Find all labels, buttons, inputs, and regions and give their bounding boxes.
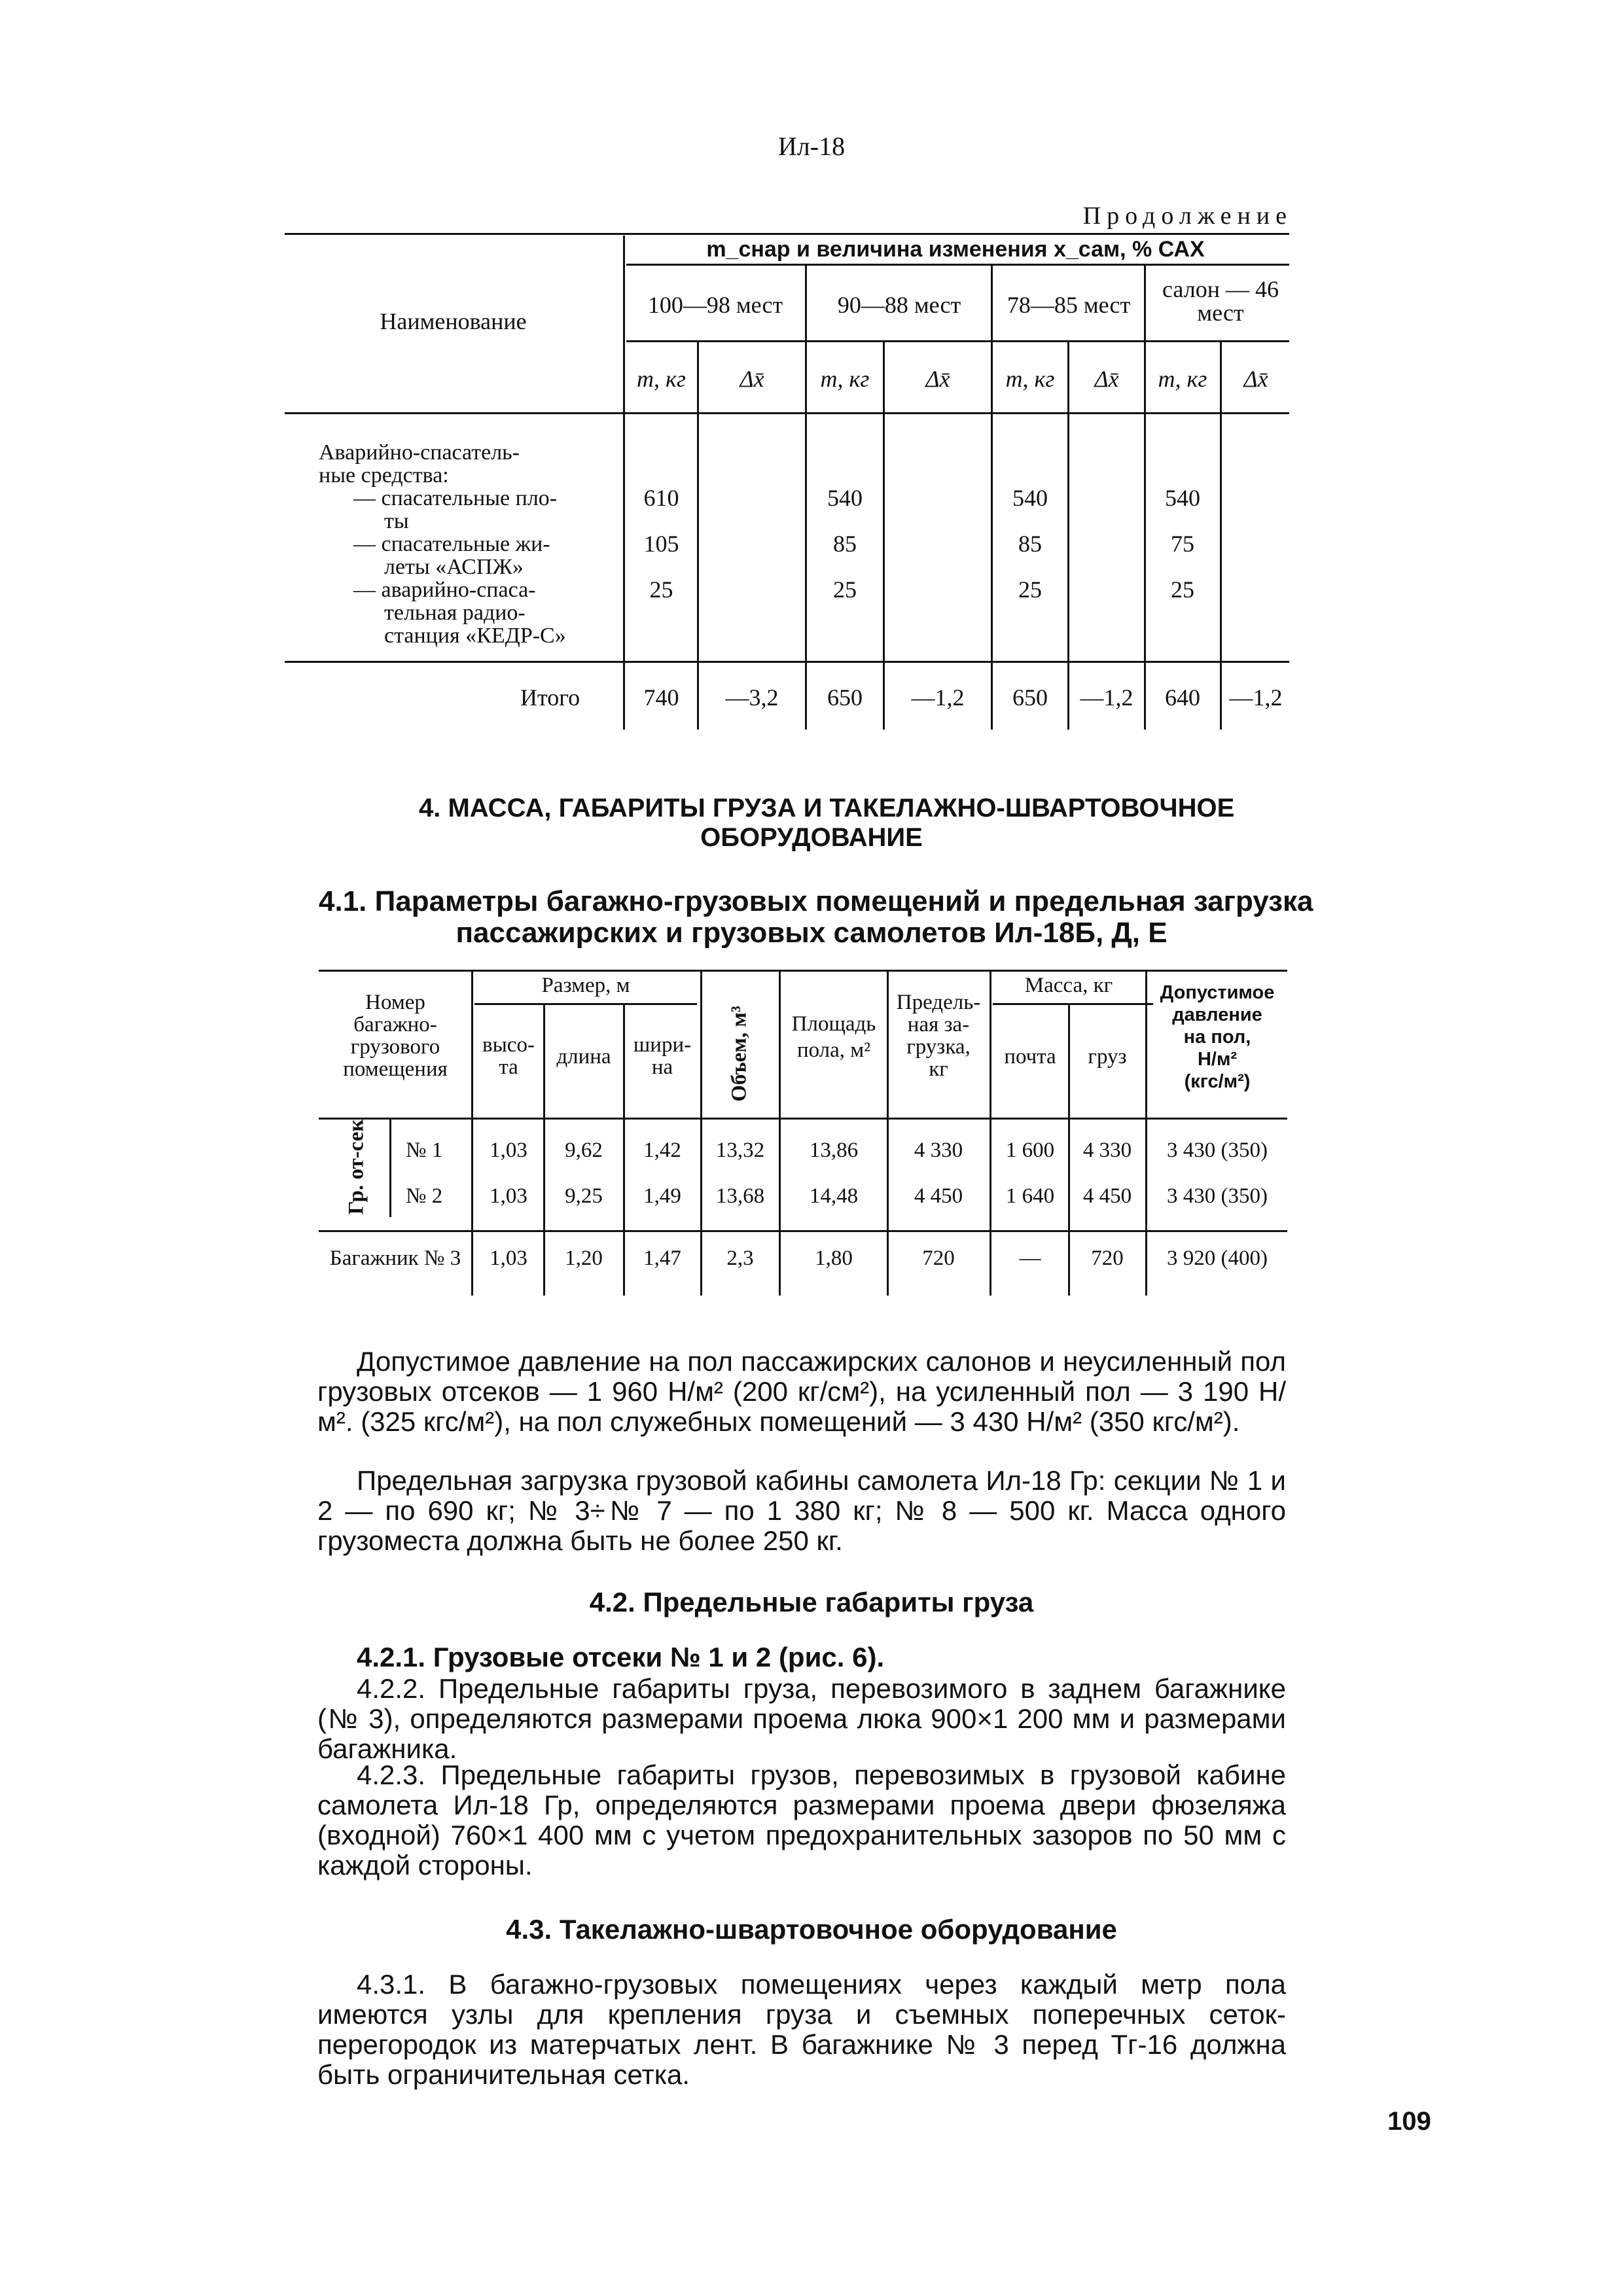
sub-dx-1: Δx̄	[740, 366, 764, 392]
cell-volume: 13,32	[715, 1139, 765, 1162]
total-dx-3: —1,2	[1080, 684, 1133, 711]
row2-name-line-1: — спасательные жи-	[353, 532, 550, 556]
cell-limit: 4 450	[914, 1184, 963, 1208]
cell-volume: 2,3	[726, 1246, 754, 1270]
section-title-line-2: ОБОРУДОВАНИЕ	[700, 823, 923, 852]
col-limit: Предель- ная за- грузка, кг	[896, 991, 981, 1081]
row2-name-line-2: леты «АСПЖ»	[384, 555, 524, 579]
cell-mail: 1 600	[1005, 1139, 1055, 1162]
sub-m-3: m, кг	[1005, 366, 1055, 392]
cell-width: 1,47	[643, 1246, 681, 1270]
section-title-line-1: 4. МАССА, ГАБАРИТЫ ГРУЗА И ТАКЕЛАЖНО-ШВАРТОВОЧНОЕ	[419, 794, 1235, 822]
col-volume: Объем, м³	[727, 1006, 751, 1102]
row2-m-3: 85	[1018, 531, 1042, 557]
sub-dx-3: Δx̄	[1094, 366, 1119, 392]
col-header-group: m_снар и величина изменения x_сам, % САХ	[706, 237, 1205, 262]
row2-m-2: 85	[833, 531, 857, 557]
sub-dx-2: Δx̄	[925, 366, 950, 392]
row2-m-4: 75	[1171, 531, 1194, 557]
cell-pressure: 3 920 (400)	[1167, 1246, 1268, 1270]
subsection-41-line-1: 4.1. Параметры багажно-грузовых помещений и предельная загрузка	[319, 885, 1313, 917]
section-title-line-2: ные средства:	[319, 463, 449, 487]
row1-m-3: 540	[1012, 485, 1048, 511]
paragraph-421: 4.2.1. Грузовые отсеки № 1 и 2 (рис. 6).	[357, 1642, 885, 1672]
col-mail: почта	[1004, 1045, 1056, 1069]
col-mass: Масса, кг	[1024, 974, 1113, 997]
cell-pressure: 3 430 (350)	[1167, 1184, 1268, 1208]
col-size: Размер, м	[541, 974, 630, 997]
row1-m-4: 540	[1165, 485, 1200, 511]
col-area: Площадь пола, м²	[791, 1012, 876, 1062]
col-height: высо- та	[482, 1033, 535, 1079]
row1-name-line-2: ты	[384, 509, 409, 533]
row3-name-line-1: — аварийно-спаса-	[353, 578, 536, 602]
total-m-4: 640	[1165, 684, 1200, 711]
cell-area: 14,48	[809, 1184, 859, 1208]
paragraph-422: 4.2.2. Предельные габариты груза, перевозимого в заднем багажнике (№ 3), определяются размерами проема люка 900×1 200 мм и размерами багажника.	[317, 1673, 1286, 1764]
row-label: Багажник № 3	[329, 1246, 461, 1270]
row-label: № 2	[406, 1184, 443, 1208]
total-dx-4: —1,2	[1229, 684, 1283, 711]
row3-name-line-3: станция «КЕДР-С»	[384, 624, 566, 648]
col-pressure: Допустимое давление на пол, Н/м² (кгс/м²)	[1160, 982, 1275, 1092]
cell-mail: —	[1019, 1246, 1041, 1270]
col-width: шири- на	[633, 1033, 692, 1079]
cell-length: 9,62	[565, 1139, 603, 1162]
cell-volume: 13,68	[715, 1184, 765, 1208]
paragraph-431: 4.3.1. В багажно-грузовых помещениях через каждый метр пола имеются узлы для крепления груза и съемных поперечных сеток-перегородок из матерчатых лент. В багажнике № 3 перед Тг-16 должна быть ограничительная сетка.	[317, 1969, 1286, 2090]
sub-m-4: m, кг	[1158, 366, 1207, 392]
row3-m-3: 25	[1018, 576, 1042, 603]
cell-cargo: 4 450	[1082, 1184, 1132, 1208]
row1-m-1: 610	[643, 485, 679, 511]
row1-m-2: 540	[827, 485, 863, 511]
total-dx-1: —3,2	[725, 684, 779, 711]
cell-area: 13,86	[809, 1139, 859, 1162]
row3-m-4: 25	[1171, 576, 1194, 603]
group-header-4: салон — 46 мест	[1162, 276, 1279, 326]
page-number: 109	[1387, 2107, 1431, 2136]
sub-m-2: m, кг	[820, 366, 870, 392]
sub-m-1: m, кг	[637, 366, 686, 392]
row1-name-line-1: — спасательные пло-	[353, 486, 558, 510]
subsection-43-title: 4.3. Такелажно-швартовочное оборудование	[506, 1914, 1117, 1945]
col-length: длина	[556, 1045, 611, 1069]
cell-height: 1,03	[490, 1139, 527, 1162]
cell-height: 1,03	[490, 1184, 527, 1208]
cell-cargo: 720	[1091, 1246, 1124, 1270]
subsection-41-line-2: пассажирских и грузовых самолетов Ил-18Б, Д, Е	[455, 917, 1168, 949]
cell-pressure: 3 430 (350)	[1167, 1139, 1268, 1162]
cell-limit: 720	[922, 1246, 955, 1270]
continuation-label: Продолжение	[1082, 202, 1293, 230]
row-label: № 1	[406, 1139, 443, 1162]
cell-width: 1,49	[643, 1184, 681, 1208]
cell-width: 1,42	[643, 1139, 681, 1162]
row3-name-line-2: тельная радио-	[384, 601, 526, 625]
row2-m-1: 105	[643, 531, 679, 557]
row3-m-2: 25	[833, 576, 857, 603]
cell-cargo: 4 330	[1082, 1139, 1132, 1162]
col-header-name: Наименование	[380, 308, 527, 334]
group-label: Гр. от-сек	[344, 1119, 368, 1215]
row3-m-1: 25	[649, 576, 673, 603]
section-title-line-1: Аварийно-спасатель-	[319, 440, 520, 465]
paragraph-load-limit: Предельная загрузка грузовой кабины самолета Ил-18 Гр: секции № 1 и 2 — по 690 кг; № 3÷№ 7 — по 1 380 кг; № 8 — 500 кг. Масса одного грузоместа должна быть не более 250 кг.	[317, 1465, 1286, 1556]
subsection-42-title: 4.2. Предельные габариты груза	[589, 1587, 1034, 1617]
total-m-3: 650	[1012, 684, 1048, 711]
running-head: Ил-18	[777, 132, 846, 161]
group-header-1: 100—98 мест	[647, 292, 783, 318]
cell-area: 1,80	[815, 1246, 853, 1270]
total-m-1: 740	[643, 684, 679, 711]
total-m-2: 650	[827, 684, 863, 711]
cell-mail: 1 640	[1005, 1184, 1055, 1208]
total-label: Итого	[520, 684, 580, 711]
total-dx-2: —1,2	[911, 684, 965, 711]
paragraph-423: 4.2.3. Предельные габариты грузов, перевозимых в грузовой кабине самолета Ил-18 Гр, определяются размерами проема двери фюзеляжа (входной) 760×1 400 мм с учетом предохранительных зазоров по 50 мм с каждой стороны.	[317, 1759, 1286, 1881]
cell-height: 1,03	[490, 1246, 527, 1270]
group-header-2: 90—88 мест	[837, 292, 961, 318]
group-header-3: 78—85 мест	[1007, 292, 1131, 318]
cell-length: 9,25	[565, 1184, 603, 1208]
paragraph-pressure: Допустимое давление на пол пассажирских салонов и неусиленный пол грузовых отсеков — 1 960 Н/м² (200 кг/см²), на усиленный пол — 3 190 Н/м². (325 кгс/м²), на пол служебных помещений — 3 430 Н/м² (350 кгс/м²).	[317, 1346, 1286, 1437]
sub-dx-4: Δx̄	[1243, 366, 1268, 392]
cell-length: 1,20	[565, 1246, 603, 1270]
cell-limit: 4 330	[914, 1139, 963, 1162]
col-number: Номер багажно- грузового помещения	[343, 991, 448, 1081]
col-cargo: груз	[1088, 1045, 1127, 1069]
